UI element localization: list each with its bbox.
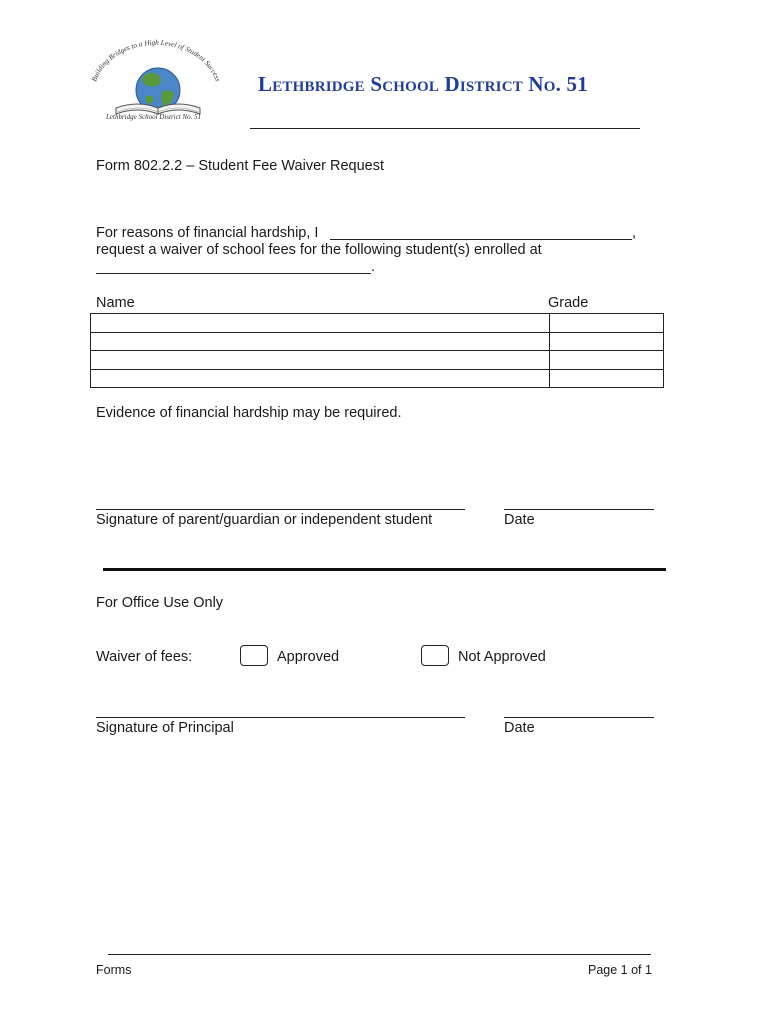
logo-caption: Lethbridge School District No. 51 [106,113,202,121]
table-row [91,314,664,333]
student-grade-cell[interactable] [550,314,664,333]
parent-date-line[interactable] [504,509,654,510]
intro-comma: , [632,225,637,241]
header-rule [250,128,640,129]
applicant-name-blank[interactable] [330,239,632,240]
principal-date-label: Date [504,720,535,736]
principal-signature-label: Signature of Principal [96,720,234,736]
approved-label: Approved [277,649,340,665]
office-heading: For Office Use Only [96,595,224,611]
table-header-name: Name [96,295,135,311]
parent-date-label: Date [504,512,535,528]
student-grade-cell[interactable] [550,332,664,351]
intro-line-2: request a waiver of school fees for the following student(s) enrolled at [96,242,542,258]
table-row [91,351,664,370]
footer-left: Forms [96,963,132,977]
evidence-note: Evidence of financial hardship may be required. [96,405,402,421]
school-name-blank[interactable] [96,273,371,274]
form-title: Form 802.2.2 – Student Fee Waiver Request [96,158,384,174]
not-approved-label: Not Approved [458,649,546,665]
student-name-cell[interactable] [91,332,550,351]
not-approved-checkbox[interactable] [421,645,449,666]
office-section-divider [103,568,666,571]
student-table [90,313,664,388]
student-grade-cell[interactable] [550,369,664,388]
waiver-label: Waiver of fees: [96,649,193,665]
principal-date-line[interactable] [504,717,654,718]
footer-page-number: Page 1 of 1 [588,963,652,977]
student-name-cell[interactable] [91,369,550,388]
table-row [91,369,664,388]
footer-rule [108,954,651,955]
intro-line-1: For reasons of financial hardship, I [96,225,319,241]
parent-signature-label: Signature of parent/guardian or independent student [96,512,433,528]
table-header-grade: Grade [548,295,589,311]
student-name-cell[interactable] [91,351,550,370]
table-row [91,332,664,351]
logo-arc-text: Building Bridges to a High Level of Student Success [90,38,222,83]
district-name: Lethbridge School District No. 51 [258,72,588,96]
student-grade-cell[interactable] [550,351,664,370]
intro-period: . [371,259,376,275]
principal-signature-line[interactable] [96,717,465,718]
student-name-cell[interactable] [91,314,550,333]
parent-signature-line[interactable] [96,509,465,510]
approved-checkbox[interactable] [240,645,268,666]
